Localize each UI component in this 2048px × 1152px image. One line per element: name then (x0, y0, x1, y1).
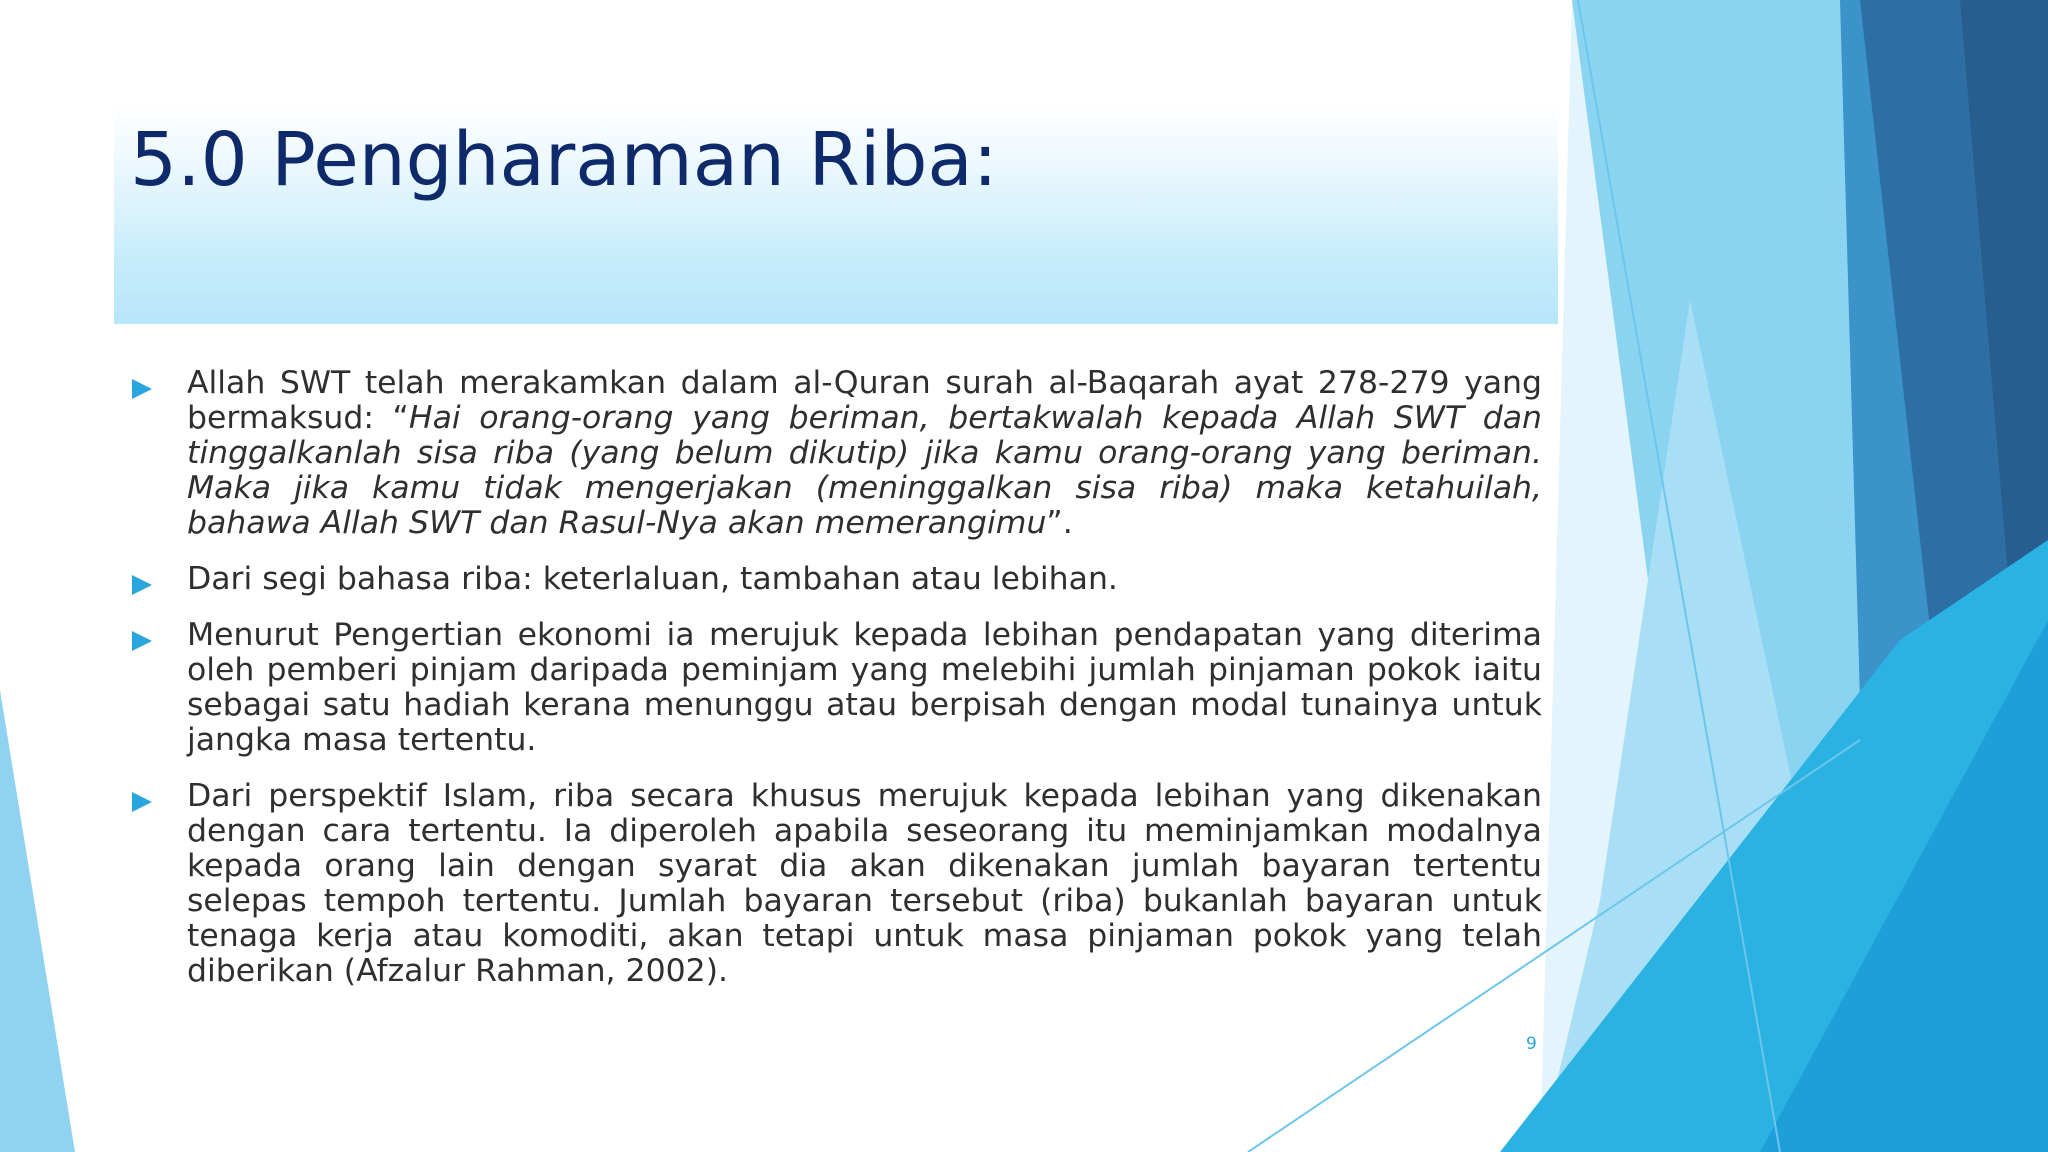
bullet-item-islam (130, 779, 1542, 989)
bullet-text-lead: Allah SWT telah merakamkan dalam al-Quran surah al-Baqarah ayat 278-279 yang bermaksud: “ (187, 365, 1542, 436)
bullet-text (187, 366, 1542, 541)
bullet-arrow-icon (132, 575, 152, 595)
bullet-arrow-icon (132, 792, 152, 812)
bullet-text: Menurut Pengertian ekonomi ia merujuk kepada lebihan pendapatan yang diterima oleh pemberi pinjam daripada peminjam yang melebihi jumlah pinjaman pokok iaitu sebagai satu hadiah kerana menunggu atau berpisah dengan modal tunainya untuk jangka masa tertentu. (187, 617, 1542, 758)
bullet-item-ekonomi (130, 618, 1542, 758)
bullet-arrow-icon (132, 379, 152, 399)
bullet-list (130, 366, 1542, 1010)
bullet-item-bahasa (130, 562, 1542, 597)
bullet-item-quran (130, 366, 1542, 541)
left-edge-shape (0, 690, 75, 1152)
bullet-arrow-icon (132, 631, 152, 651)
bullet-quote: Hai orang-orang yang beriman, bertakwalah kepada Allah SWT dan tinggalkanlah sisa riba (yang belum dikutip) jika kamu orang-orang yang beriman. Maka jika kamu tidak mengerjakan (meninggalkan sisa riba) maka ketahuilah, bahawa Allah SWT dan Rasul-Nya akan memerangimu (187, 400, 1542, 541)
bullet-text: Dari perspektif Islam, riba secara khusus merujuk kepada lebihan yang dikenakan dengan cara tertentu. Ia diperoleh apabila seseorang itu meminjamkan modalnya kepada orang lain dengan syarat dia akan dikenakan jumlah bayaran tertentu selepas tempoh tertentu. Jumlah bayaran tersebut (riba) bukanlah bayaran untuk tenaga kerja atau komoditi, akan tetapi untuk masa pinjaman pokok yang telah diberikan (Afzalur Rahman, 2002). (187, 778, 1542, 989)
bullet-text: Dari segi bahasa riba: keterlaluan, tambahan atau lebihan. (187, 561, 1118, 597)
slide-title: 5.0 Pengharaman Riba: (130, 117, 998, 203)
bullet-text-close: ”. (1046, 505, 1073, 541)
page-number: 9 (1526, 1034, 1537, 1054)
